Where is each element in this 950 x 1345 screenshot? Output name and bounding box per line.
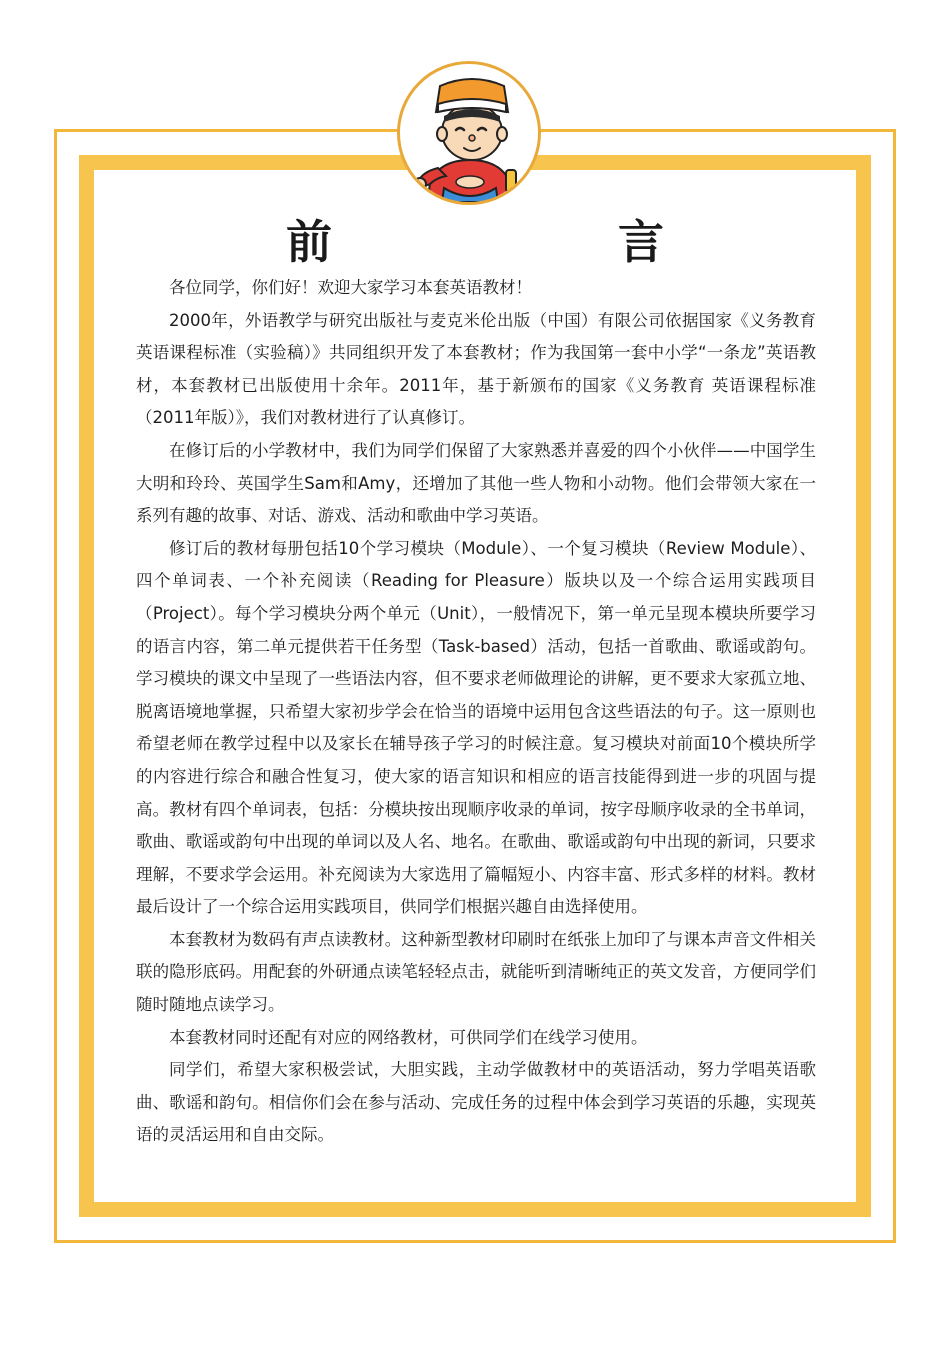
page-title: 前 言: [286, 215, 784, 269]
paragraph: 各位同学，你们好！欢迎大家学习本套英语教材！: [169, 278, 532, 297]
boy-with-hat-icon: [400, 64, 538, 202]
paragraph: 同学们，希望大家积极尝试，大胆实践，主动学做教材中的英语活动，努力学唱英语歌曲、歌谣和韵句。相信你们会在参与活动、完成任务的过程中体会到学习英语的乐趣，实现英语的灵活运用和自由交际。: [136, 1060, 816, 1145]
paragraph: 在修订后的小学教材中，我们为同学们保留了大家熟悉并喜爱的四个小伙伴——中国学生大明和玲玲、英国学生Sam和Amy，还增加了其他一些人物和小动物。他们会带领大家在一系列有趣的故事、对话、游戏、活动和歌曲中学习英语。: [136, 440, 816, 526]
paragraph: 本套教材为数码有声点读教材。这种新型教材印刷时在纸张上加印了与课本声音文件相关联的隐形底码。用配套的外研通点读笔轻轻点击，就能听到清晰纯正的英文发音，方便同学们随时随地点读学习。: [136, 929, 816, 1015]
paragraph: 2000年，外语教学与研究出版社与麦克米伦出版（中国）有限公司依据国家《义务教育 英语课程标准（实验稿）》共同组织开发了本套教材；作为我国第一套中小学“一条龙”英语教材，本套教材已出版使用十余年。2011年，基于新颁布的国家《义务教育 英语课程标准（2011年版）》，我们对教材进行了认真修订。: [136, 310, 816, 428]
paragraph: 修订后的教材每册包括10个学习模块（Module）、一个复习模块（Review Module）、四个单词表、一个补充阅读（Reading for Pleasure）版块以及一个综合运用实践项目（Project）。每个学习模块分两个单元（Unit），一般情况下，第一单元呈现本模块所要学习的语言内容，第二单元提供若干任务型（Task-based）活动，包括一首歌曲、歌谣或韵句。学习模块的课文中呈现了一些语法内容，但不要求老师做理论的讲解，更不要求大家孤立地、脱离语境地掌握，只希望大家初步学会在恰当的语境中运用包含这些语法的句子。这一原则也希望老师在教学过程中以及家长在辅导孩子学习的时候注意。复习模块对前面10个模块所学的内容进行综合和融合性复习，使大家的语言知识和相应的语言技能得到进一步的巩固与提高。教材有四个单词表，包括：分模块按出现顺序收录的单词，按字母顺序收录的全书单词，歌曲、歌谣或韵句中出现的单词以及人名、地名。在歌曲、歌谣或韵句中出现的新词，只要求理解，不要求学会运用。补充阅读为大家选用了篇幅短小、内容丰富、形式多样的材料。教材最后设计了一个综合运用实践项目，供同学们根据兴趣自由选择使用。: [136, 538, 816, 917]
paragraph: 本套教材同时还配有对应的网络教材，可供同学们在线学习使用。: [169, 1027, 648, 1047]
preface-body: [136, 272, 816, 1152]
mascot-badge: [397, 61, 541, 205]
